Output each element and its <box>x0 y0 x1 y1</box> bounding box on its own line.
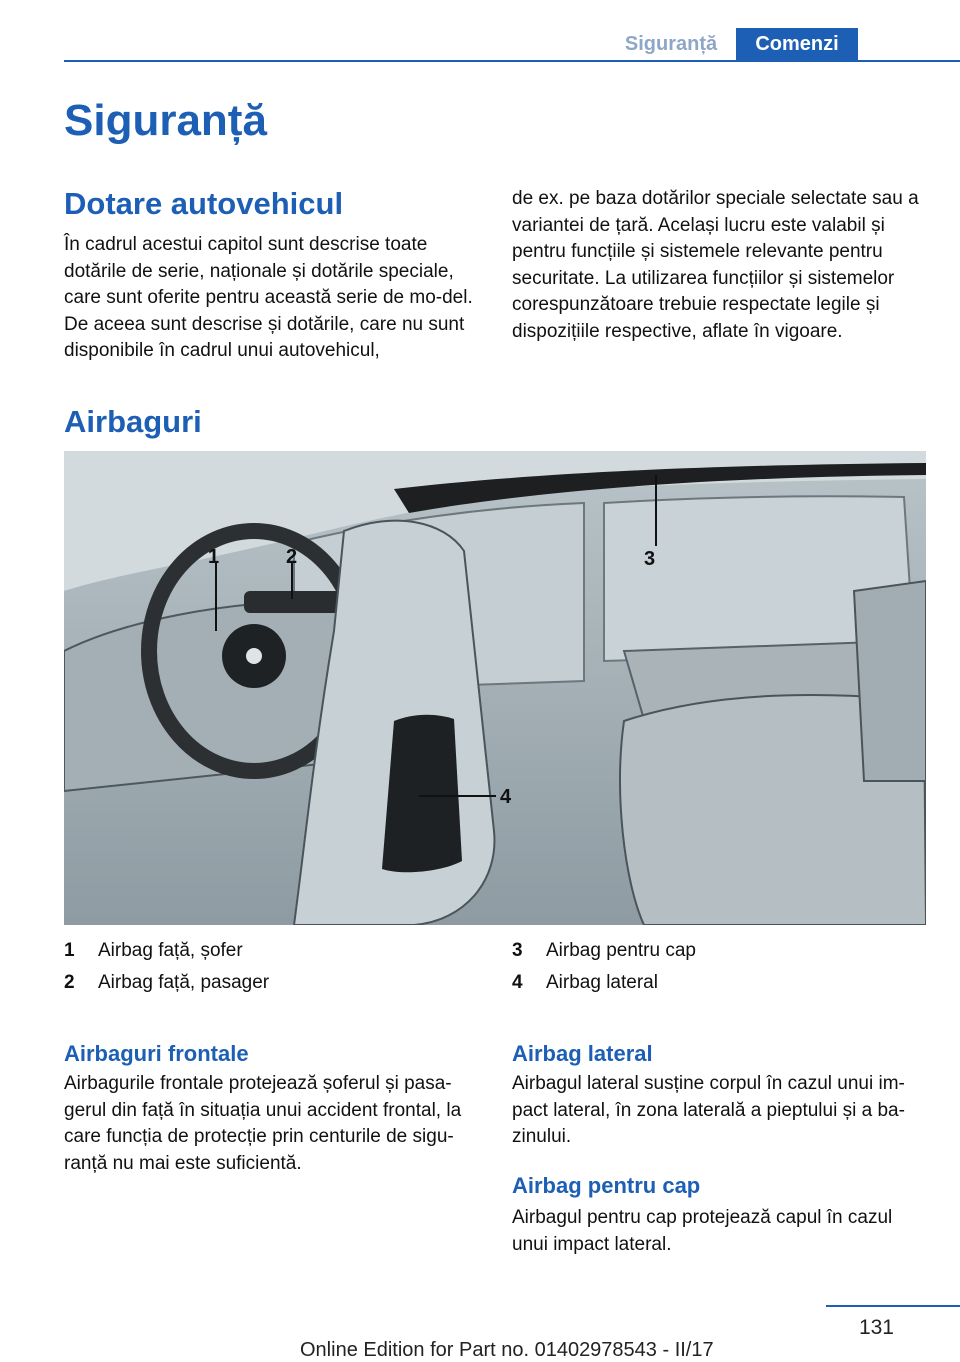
legend-item <box>64 967 484 999</box>
callout-4: 4 <box>500 786 512 808</box>
legend-number: 1 <box>64 940 75 961</box>
header-tab-section: Siguranță <box>624 33 718 55</box>
legend-number: 3 <box>512 940 523 961</box>
subheading-frontal: Airbaguri frontale <box>64 1041 249 1066</box>
car-interior-illustration <box>64 451 926 925</box>
footer-rule <box>826 1305 960 1307</box>
legend-left <box>64 935 484 999</box>
section-heading-equipment: Dotare autovehicul <box>64 186 344 221</box>
legend-item <box>512 967 926 999</box>
page-title: Siguranță <box>64 96 267 145</box>
legend-label: Airbag pentru cap <box>546 940 696 961</box>
edition-note: Online Edition for Part no. 01402978543 - II/17 <box>300 1339 714 1361</box>
legend-label: Airbag față, pasager <box>98 972 270 993</box>
callout-3: 3 <box>644 548 656 570</box>
callout-2: 2 <box>286 546 298 568</box>
equipment-text-left: În cadrul acestui capitol sunt descrise toate dotările de serie, naționale și dotările speciale, care sunt oferite pentru această serie de mo-del. De aceea sunt descrise și dotările, care nu sunt disponibile în cadrul unui autovehicul, <box>64 234 473 361</box>
legend-number: 2 <box>64 972 75 993</box>
callout-1: 1 <box>208 546 220 568</box>
page-number: 131 <box>858 1316 894 1339</box>
header-rule <box>64 60 960 62</box>
header-tab-chapter: Comenzi <box>736 28 858 61</box>
lateral-text: Airbagul lateral susține corpul în cazul unui im-pact lateral, în zona laterală a pieptului și a ba-zinului. <box>512 1073 905 1147</box>
legend-item <box>512 935 926 967</box>
legend-label: Airbag față, șofer <box>98 940 243 961</box>
subheading-head: Airbag pentru cap <box>512 1173 701 1198</box>
legend-number: 4 <box>512 972 523 993</box>
legend-right <box>512 935 926 999</box>
subheading-lateral: Airbag lateral <box>512 1041 653 1066</box>
legend-item <box>64 935 484 967</box>
frontal-text: Airbagurile frontale protejează șoferul și pasa-gerul din față în situația unui accident frontal, la care funcția de protecție prin centurile de sigu-ranță nu mai este suficientă. <box>64 1073 462 1174</box>
equipment-text-right: de ex. pe baza dotărilor speciale selectate sau a variantei de țară. Același lucru este valabil și pentru funcțiile și sistemele relevante pentru securitate. La utilizarea funcțiilor și sistemelor corespunzătoare trebuie respectate legile și dispozițiile respective, aflate în vigoare. <box>512 188 919 342</box>
legend-label: Airbag lateral <box>546 972 658 993</box>
section-heading-airbags: Airbaguri <box>64 404 202 439</box>
head-text: Airbagul pentru cap protejează capul în cazul unui impact lateral. <box>512 1207 893 1255</box>
